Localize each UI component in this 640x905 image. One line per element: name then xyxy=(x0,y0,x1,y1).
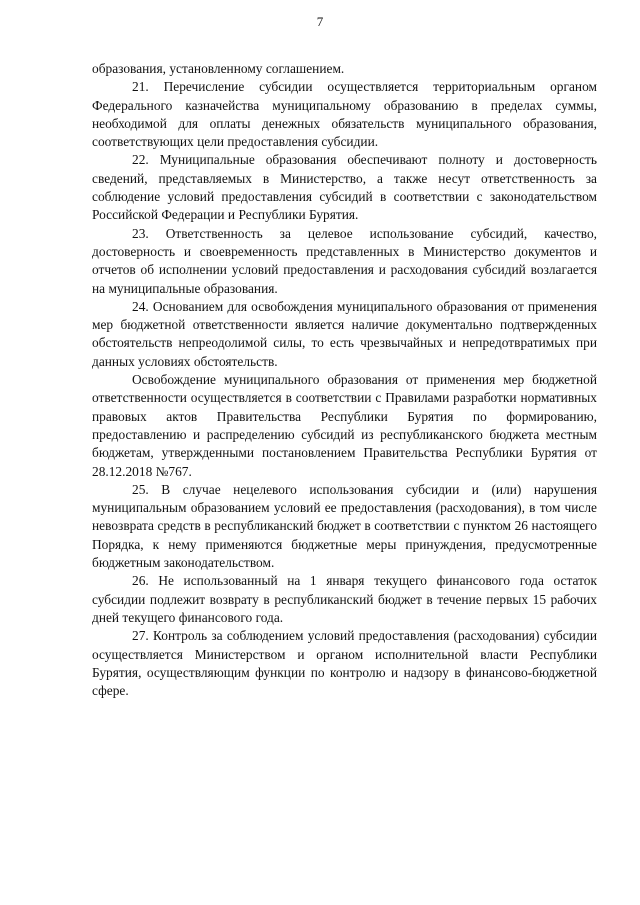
paragraph-25: 25. В случае нецелевого использования субсидии и (или) нарушения муниципальным образованием условий ее предоставления (расходования), в том числе невозврата средств в республиканский бюджет в соответствии с пунктом 26 настоящего Порядка, к нему применяются бюджетные меры принуждения, предусмотренные бюджетным законодательством. xyxy=(92,481,597,571)
paragraph-22: 22. Муниципальные образования обеспечивают полноту и достоверность сведений, представляемых в Министерство, а также несут ответственность за соблюдение условий предоставления субсидий в соответствии с законодательством Российской Федерации и Республики Бурятия. xyxy=(92,152,597,223)
paragraph-27: 27. Контроль за соблюдением условий предоставления (расходования) субсидии осуществляется Министерством и органом исполнительной власти Республики Бурятия, осуществляющим функции по контролю и надзору в финансово-бюджетной сфере. xyxy=(92,628,597,699)
paragraph-24: 24. Основанием для освобождения муниципального образования от применения мер бюджетной ответственности является наличие документально подтвержденных обстоятельств непреодолимой силы, то есть чрезвычайных и непредотвратимых при данных условиях обстоятельств. xyxy=(92,298,597,369)
page-number: 7 xyxy=(316,14,324,29)
document-body xyxy=(92,60,597,700)
paragraph-23: 23. Ответственность за целевое использование субсидий, качество, достоверность и своевременность представленных в Министерство документов и отчетов об исполнении условий предоставления и расходования субсидий возлагается на муниципальные образования. xyxy=(92,225,597,296)
paragraph-21: 21. Перечисление субсидии осуществляется территориальным органом Федерального казначейства муниципальному образованию в пределах суммы, необходимой для оплаты денежных обязательств муниципального образования, соответствующих цели предоставления субсидии. xyxy=(92,79,597,150)
paragraph-continuation: образования, установленному соглашением. xyxy=(92,61,345,76)
paragraph-26: 26. Не использованный на 1 января текущего финансового года остаток субсидии подлежит возврату в республиканский бюджет в течение первых 15 рабочих дней текущего финансового года. xyxy=(92,573,597,625)
paragraph-24-exemption: Освобождение муниципального образования от применения мер бюджетной ответственности осуществляется в соответствии с Правилами разработки нормативных правовых актов Правительства Республики Бурятия по формированию, предоставлению и распределению субсидий из республиканского бюджета местным бюджетам, утвержденными постановлением Правительства Республики Бурятия от 28.12.2018 №767. xyxy=(92,372,597,479)
